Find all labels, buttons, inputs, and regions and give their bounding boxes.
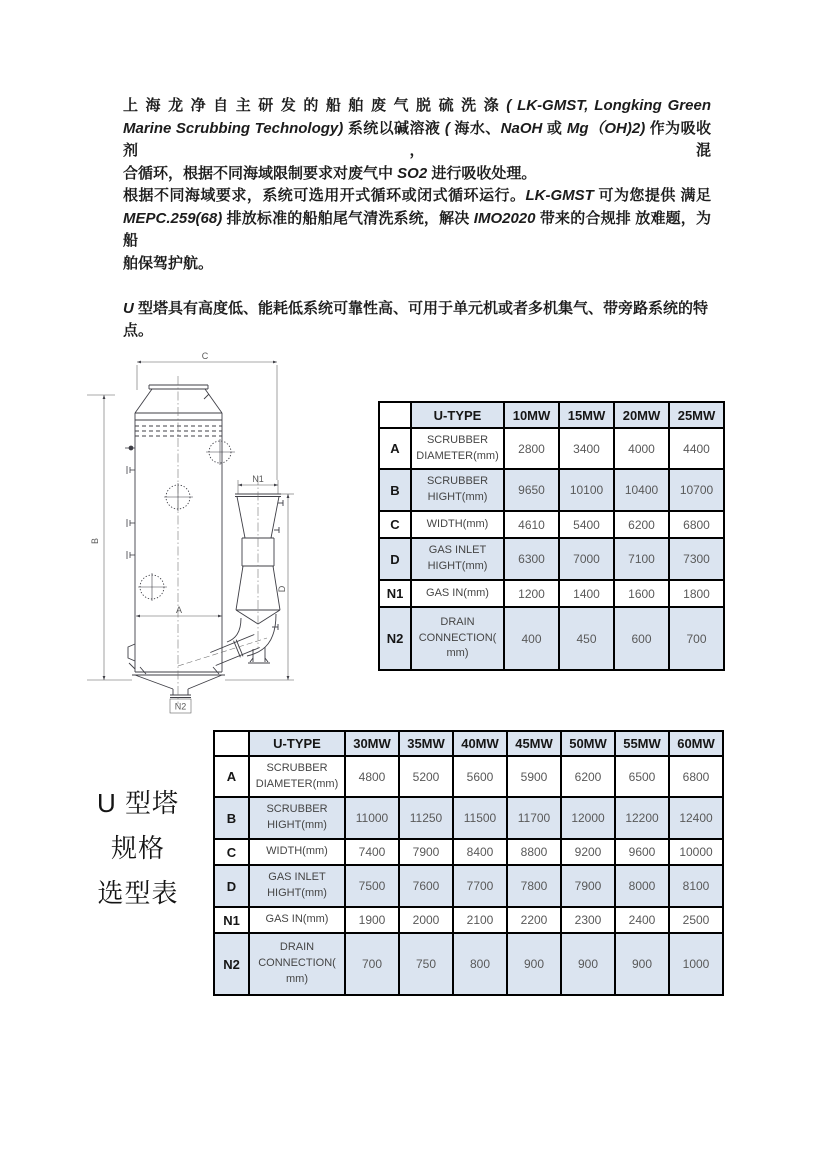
spec-value: 2800	[504, 428, 559, 469]
selection-table-caption	[80, 781, 196, 916]
text-segment: ( LK-GMST, Longking Green	[506, 97, 711, 114]
spec-value: 2500	[669, 907, 723, 933]
spec-value: 2100	[453, 907, 507, 933]
text-segment: IMO2020	[473, 209, 536, 227]
corner-cell	[379, 402, 411, 428]
paragraph	[123, 185, 711, 275]
text-segment: 型塔具有高度低、能耗低系统可靠性高、可用于单元机或者多机集气、带旁路系统的特点。	[123, 299, 709, 339]
spec-value: 6200	[614, 511, 669, 538]
spec-value: 1800	[669, 580, 724, 607]
spec-value: 7800	[507, 865, 561, 907]
column-header: 20MW	[614, 402, 669, 428]
dimension-lines	[87, 362, 294, 680]
spec-value: 9600	[615, 839, 669, 865]
spec-value: 7000	[559, 538, 614, 580]
spec-value: 12400	[669, 797, 723, 839]
row-label: SCRUBBER HIGHT(mm)	[411, 469, 504, 511]
dim-label-b: B	[90, 537, 100, 545]
spec-value: 5400	[559, 511, 614, 538]
manholes	[138, 439, 235, 601]
table-row	[214, 907, 723, 933]
spec-value: 5600	[453, 756, 507, 797]
spec-value: 10100	[559, 469, 614, 511]
spec-value: 6800	[669, 756, 723, 797]
row-key: C	[379, 511, 411, 538]
text-line	[123, 253, 711, 276]
spec-value: 7900	[561, 865, 615, 907]
text-segment: LK-GMST	[525, 187, 594, 204]
spec-value: 900	[561, 933, 615, 995]
row-key: D	[379, 538, 411, 580]
spec-value: 7300	[669, 538, 724, 580]
spec-value: 800	[453, 933, 507, 995]
text-segment: Marine Scrubbing Technology)	[123, 119, 344, 137]
spec-value: 2300	[561, 907, 615, 933]
row-label: SCRUBBER HIGHT(mm)	[249, 797, 345, 839]
text-line	[123, 208, 711, 253]
text-segment: 合循环，根据不同海域限制要求对废气中	[123, 164, 398, 182]
spec-value: 450	[559, 607, 614, 670]
text-segment: 舶保驾护航。	[123, 254, 214, 272]
spec-value: 4000	[614, 428, 669, 469]
spec-value: 1600	[614, 580, 669, 607]
spec-value: 3400	[559, 428, 614, 469]
spec-table-10-25mw	[378, 401, 723, 671]
spec-value: 10400	[614, 469, 669, 511]
spec-value: 12000	[561, 797, 615, 839]
row-key: N1	[214, 907, 249, 933]
spec-value: 1200	[504, 580, 559, 607]
text-line	[123, 95, 711, 118]
table-row	[379, 580, 724, 607]
row-label: DRAIN CONNECTION( mm)	[249, 933, 345, 995]
spec-value: 700	[345, 933, 399, 995]
text-segment: 进行吸收处理。	[427, 164, 537, 182]
row-key: A	[379, 428, 411, 469]
row-label: GAS INLET HIGHT(mm)	[411, 538, 504, 580]
row-key: N1	[379, 580, 411, 607]
spec-value: 5200	[399, 756, 453, 797]
column-header: 15MW	[559, 402, 614, 428]
row-label: DRAIN CONNECTION( mm)	[411, 607, 504, 670]
row-label: GAS INLET HIGHT(mm)	[249, 865, 345, 907]
caption-line-2: 规格	[110, 833, 165, 863]
text-segment: 带来的合规排 放难题，为船	[123, 209, 711, 249]
row-label: WIDTH(mm)	[411, 511, 504, 538]
spec-value: 700	[669, 607, 724, 670]
spec-value: 7400	[345, 839, 399, 865]
spec-value: 12200	[615, 797, 669, 839]
row-label: SCRUBBER DIAMETER(mm)	[249, 756, 345, 797]
spec-table-30-60mw	[213, 730, 722, 996]
text-segment: 根据不同海域要求，系统可选用开式循环或闭式循环运行。	[123, 187, 526, 204]
row-label: GAS IN(mm)	[249, 907, 345, 933]
spec-value: 2200	[507, 907, 561, 933]
spec-value: 6800	[669, 511, 724, 538]
row-key: A	[214, 756, 249, 797]
column-header: 40MW	[453, 731, 507, 756]
text-segment: 排放标准的船舶尾气清洗系统，解决	[222, 209, 474, 227]
caption-line-1: U 型塔	[96, 788, 179, 818]
side-nozzles	[125, 446, 135, 559]
row-key: B	[214, 797, 249, 839]
dim-label-d: D	[277, 585, 287, 593]
scrubber-technical-drawing	[85, 348, 300, 720]
text-segment: SO2	[397, 164, 428, 182]
paragraph	[123, 298, 711, 343]
spec-value: 10000	[669, 839, 723, 865]
spec-value: 7100	[614, 538, 669, 580]
paragraph	[123, 95, 711, 185]
dim-label-a: A	[175, 605, 183, 615]
text-segment: 可为您提供 满足	[593, 187, 711, 204]
spec-value: 11000	[345, 797, 399, 839]
spec-value: 4610	[504, 511, 559, 538]
text-line	[123, 298, 711, 343]
text-segment: 系统以碱溶液	[343, 119, 445, 137]
row-key: B	[379, 469, 411, 511]
spec-value: 8800	[507, 839, 561, 865]
spec-value: 6500	[615, 756, 669, 797]
tower-outline	[128, 385, 225, 698]
spec-value: 900	[615, 933, 669, 995]
dim-label-n1: N1	[252, 474, 264, 484]
centerlines	[175, 376, 267, 704]
table-row	[214, 839, 723, 865]
gas-inlet-duct	[210, 494, 283, 666]
table-row	[214, 756, 723, 797]
dim-label-c: C	[201, 351, 209, 361]
table-row	[214, 865, 723, 907]
intro-paragraphs	[123, 95, 711, 343]
header-row	[379, 402, 724, 428]
row-key: C	[214, 839, 249, 865]
table-row	[214, 933, 723, 995]
column-header: 45MW	[507, 731, 561, 756]
spec-value: 1900	[345, 907, 399, 933]
row-label: WIDTH(mm)	[249, 839, 345, 865]
spec-value: 4800	[345, 756, 399, 797]
column-header: 10MW	[504, 402, 559, 428]
corner-cell	[214, 731, 249, 756]
spec-value: 8000	[615, 865, 669, 907]
spec-value: 400	[504, 607, 559, 670]
text-segment: (	[444, 119, 455, 137]
spec-value: 8400	[453, 839, 507, 865]
text-segment: 或	[542, 119, 567, 137]
spec-value: 11700	[507, 797, 561, 839]
spec-value: 10700	[669, 469, 724, 511]
text-segment: 上 海 龙 净 自 主 研 发 的 船 舶 废 气 脱 硫 洗 涤	[123, 97, 507, 114]
scrubber-drawing-svg	[85, 348, 300, 720]
row-key: N2	[379, 607, 411, 670]
spec-value: 1000	[669, 933, 723, 995]
row-key: N2	[214, 933, 249, 995]
text-segment: 海水、	[454, 119, 501, 137]
spec-value: 1400	[559, 580, 614, 607]
spec-value: 9650	[504, 469, 559, 511]
table-row	[379, 428, 724, 469]
table-row	[379, 607, 724, 670]
row-label: GAS IN(mm)	[411, 580, 504, 607]
spec-value: 7600	[399, 865, 453, 907]
column-header: 55MW	[615, 731, 669, 756]
text-segment: MEPC.259(68)	[123, 209, 223, 227]
spec-value: 6200	[561, 756, 615, 797]
column-header: 25MW	[669, 402, 724, 428]
spec-table	[213, 730, 724, 996]
spec-value: 4400	[669, 428, 724, 469]
text-line	[123, 185, 711, 208]
spec-value: 2000	[399, 907, 453, 933]
table-row	[214, 797, 723, 839]
spec-value: 11250	[399, 797, 453, 839]
text-segment: 作为吸收剂，混	[123, 119, 711, 159]
dimension-labels	[90, 351, 287, 713]
column-header: U-TYPE	[411, 402, 504, 428]
spec-value: 9200	[561, 839, 615, 865]
spec-value: 5900	[507, 756, 561, 797]
column-header: 35MW	[399, 731, 453, 756]
table-row	[379, 538, 724, 580]
column-header: 30MW	[345, 731, 399, 756]
spec-value: 900	[507, 933, 561, 995]
table-row	[379, 469, 724, 511]
spec-value: 7500	[345, 865, 399, 907]
table-row	[379, 511, 724, 538]
column-header: 60MW	[669, 731, 723, 756]
header-row	[214, 731, 723, 756]
spec-value: 750	[399, 933, 453, 995]
text-segment: U	[123, 299, 134, 317]
text-segment: Mg（OH)2)	[566, 119, 646, 137]
spec-value: 600	[614, 607, 669, 670]
spec-value: 6300	[504, 538, 559, 580]
dim-label-n2: N2	[174, 701, 187, 712]
spec-value: 11500	[453, 797, 507, 839]
row-key: D	[214, 865, 249, 907]
spec-value: 2400	[615, 907, 669, 933]
text-line	[123, 118, 711, 163]
spec-value: 7700	[453, 865, 507, 907]
spec-table	[378, 401, 725, 671]
row-label: SCRUBBER DIAMETER(mm)	[411, 428, 504, 469]
spec-value: 7900	[399, 839, 453, 865]
spec-value: 8100	[669, 865, 723, 907]
column-header: U-TYPE	[249, 731, 345, 756]
column-header: 50MW	[561, 731, 615, 756]
text-segment: NaOH	[500, 119, 543, 137]
text-line	[123, 163, 711, 186]
caption-line-3: 选型表	[97, 878, 179, 908]
